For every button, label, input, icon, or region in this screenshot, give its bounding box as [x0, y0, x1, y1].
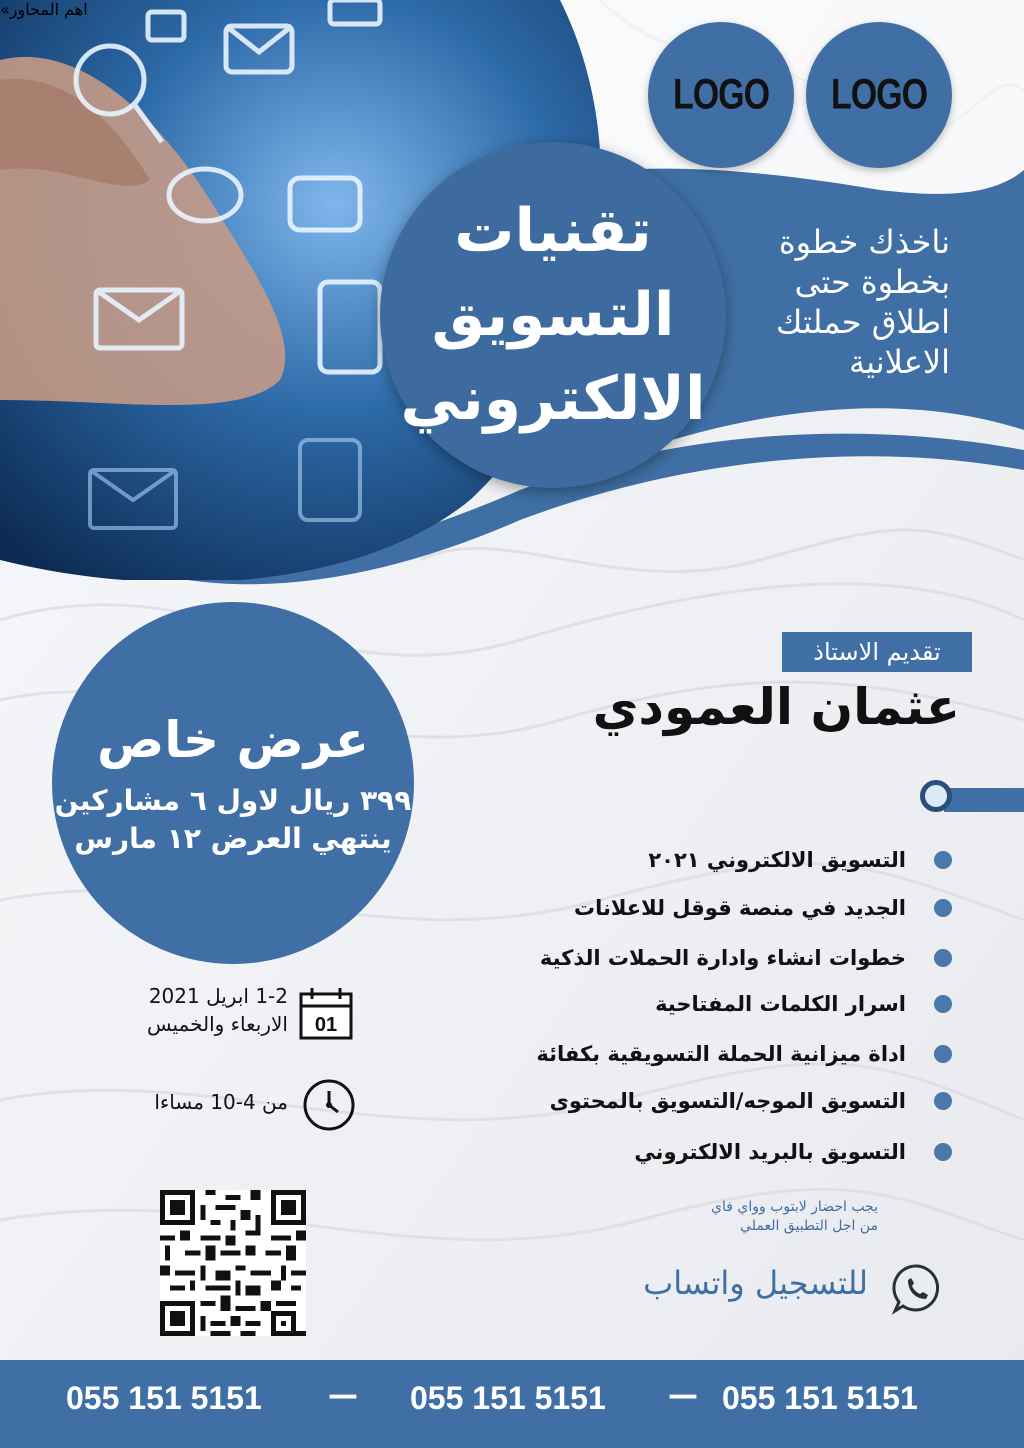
list-item-text: التسويق بالبريد الالكتروني [634, 1140, 906, 1164]
bullet-dot [934, 949, 952, 967]
list-item [536, 1037, 952, 1071]
special-offer-circle [52, 602, 414, 964]
presenter-label: تقديم الاستاذ [782, 632, 972, 672]
list-item [634, 1135, 952, 1169]
event-date [147, 982, 288, 1038]
whatsapp-icon[interactable] [890, 1262, 944, 1316]
list-item [540, 941, 952, 975]
title-line-1: تقنيات [454, 196, 652, 266]
bullet-dot [934, 995, 952, 1013]
laptop-note [711, 1198, 878, 1236]
tagline [690, 222, 950, 382]
title-line-3: الالكتروني [400, 364, 706, 434]
bullet-dot [934, 851, 952, 869]
bullet-dot [934, 1143, 952, 1161]
whatsapp-register-label[interactable]: للتسجيل واتساب [643, 1264, 868, 1302]
qr-code [160, 1190, 306, 1336]
calendar-icon [298, 986, 354, 1040]
bullet-dot [934, 1045, 952, 1063]
event-time: من 4-10 مساءا [154, 1090, 288, 1114]
phone-number-3[interactable]: 055 151 5151 [722, 1380, 918, 1416]
note-line-2: من اجل التطبيق العملي [740, 1218, 878, 1234]
list-item-text: خطوات انشاء وادارة الحملات الذكية [539, 946, 906, 970]
bullet-dot [934, 1092, 952, 1110]
list-item [550, 1084, 952, 1118]
logo-left-text: LOGO [672, 70, 770, 119]
tagline-line-1: ناخذك خطوة [778, 223, 950, 261]
axes-heading-bar [944, 788, 1024, 812]
list-item [655, 987, 952, 1021]
presenter-name: عثمان العمودي [592, 678, 960, 736]
note-line-1: يجب احضار لابتوب وواي فاي [711, 1199, 878, 1215]
tagline-line-2: بخطوة حتى [794, 263, 950, 301]
list-item-text: الجديد في منصة قوقل للاعلانات [573, 896, 906, 920]
list-item [648, 843, 952, 877]
separator-dash: — [328, 1378, 358, 1413]
phone-number-2[interactable]: 055 151 5151 [410, 1380, 606, 1416]
list-item-text: اسرار الكلمات المفتاحية [655, 992, 906, 1016]
axes-heading: اهم المحاور» [0, 0, 88, 19]
logo-right [806, 22, 952, 168]
bullet-dot [934, 899, 952, 917]
date-line-2: الاربعاء والخميس [146, 1012, 288, 1036]
axes-heading-ring [920, 780, 952, 812]
list-item [574, 891, 952, 925]
title-line-2: التسويق [431, 280, 675, 350]
offer-deadline: ينتهي العرض ١٢ مارس [74, 822, 392, 855]
list-item-text: التسويق الالكتروني ٢٠٢١ [648, 848, 906, 872]
separator-dash: — [668, 1378, 698, 1413]
logo-right-text: LOGO [830, 70, 928, 119]
date-line-1: 1-2 ابريل 2021 [148, 984, 288, 1008]
tagline-line-4: الاعلانية [848, 343, 950, 381]
calendar-day: 01 [314, 1014, 338, 1036]
list-item-text: اداة ميزانية الحملة التسويقية بكفائة [536, 1042, 906, 1066]
offer-title: عرض خاص [97, 711, 369, 769]
offer-price: ٣٩٩ ريال لاول ٦ مشاركين [54, 784, 412, 817]
phone-number-1[interactable]: 055 151 5151 [66, 1380, 262, 1416]
clock-icon [300, 1076, 358, 1134]
title-circle [380, 142, 726, 488]
tagline-line-3: اطلاق حملتك [776, 303, 950, 341]
logo-left [648, 22, 794, 168]
list-item-text: التسويق الموجه/التسويق بالمحتوى [549, 1089, 906, 1113]
